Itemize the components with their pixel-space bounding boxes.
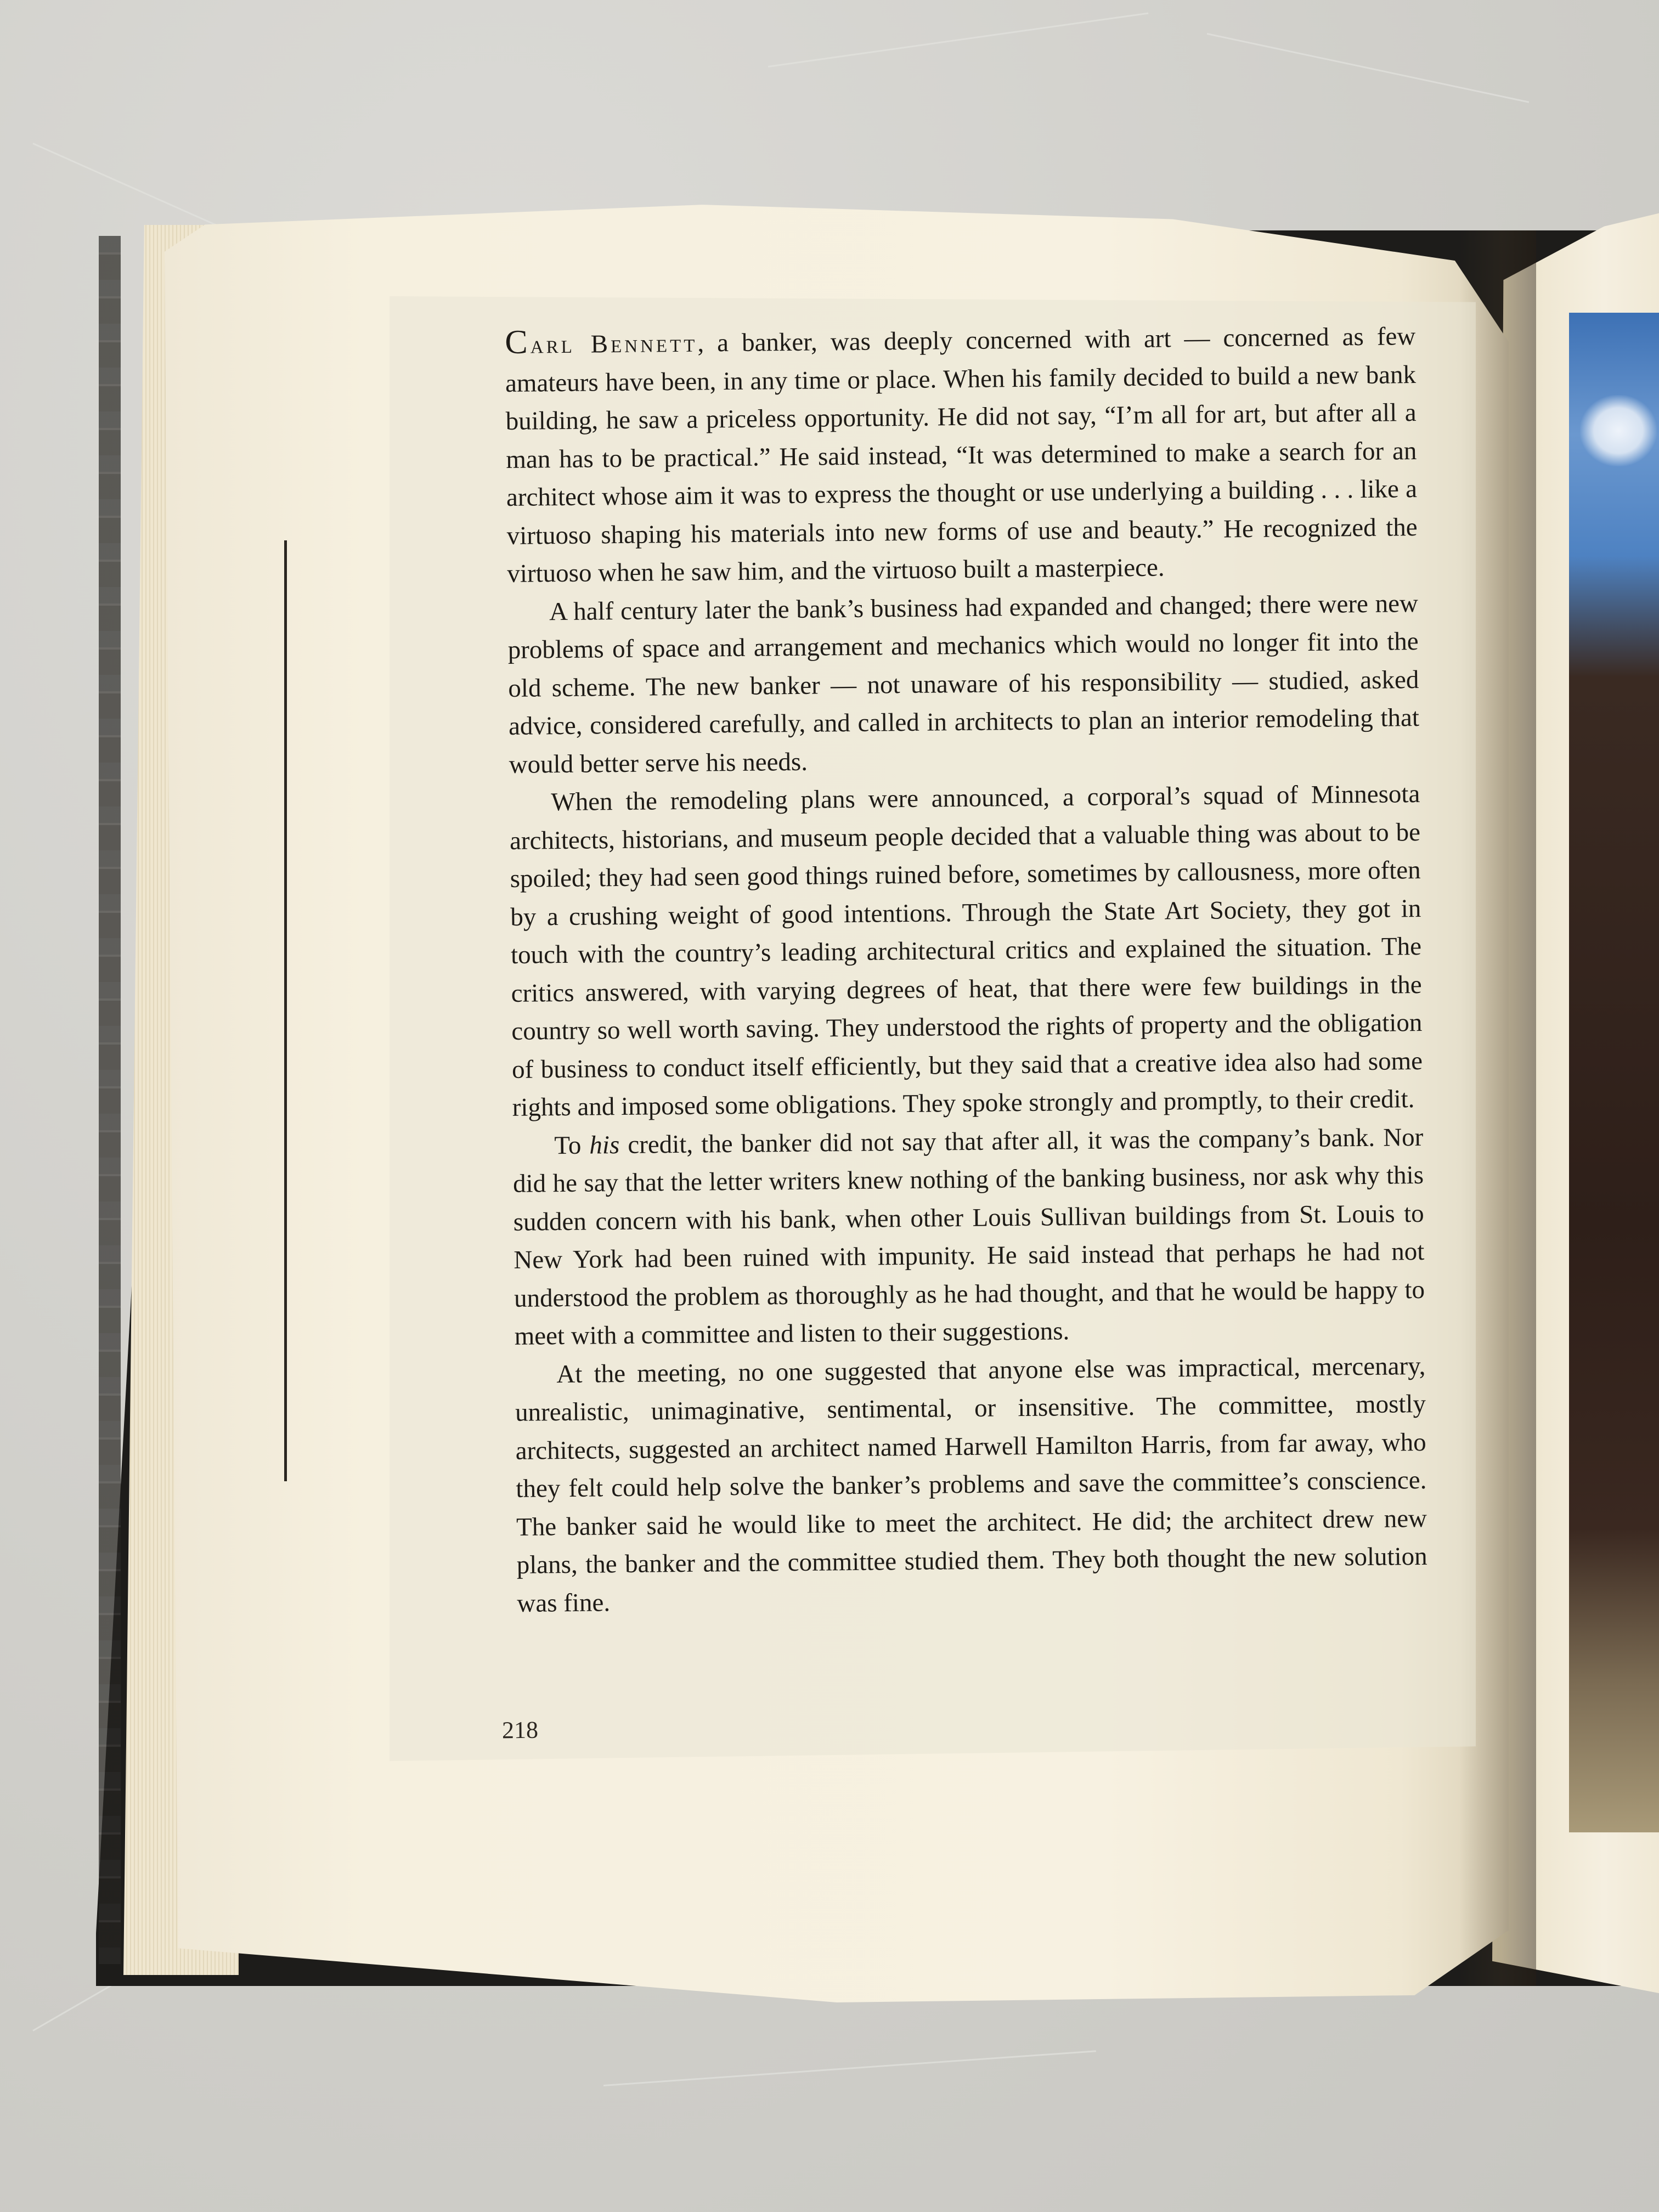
margin-rule — [284, 540, 287, 1481]
lead-name: Carl Bennett — [505, 323, 698, 361]
facing-page-photograph — [1569, 313, 1659, 1832]
paragraph: A half century later the bank’s business had expanded and changed; there were new problems of space and arrangement and mechanics which would no longer fit into the old scheme. The new banker — not unaware of his responsibility — studied, asked advice, considered carefully, and called in architects to plan an interior remodeling that would better serve his needs. — [507, 589, 1420, 779]
emphasis-text: his — [589, 1130, 620, 1160]
photograph-cloud — [1580, 395, 1657, 466]
paragraph: At the meeting, no one suggested that anyone else was impractical, mercenary, unrealistic, unimaginative, sentimental, or insensitive. The committee, mostly architects, suggested an architect named Harwell Hamilton Harris, from far away, who they felt could help solve the banker’s problems and save the committee’s conscience. The banker said he would like to meet the architect. He did; the architect drew new plans, the banker and the committee studied them. They both thought the new solution was fine. — [515, 1351, 1427, 1618]
body-text — [505, 315, 1428, 1623]
paragraph-text: credit, the banker did not say that after all, it was the company’s bank. Nor did he say that the letter writers knew nothing of the banking business, nor ask why this sudden concern with his bank, when other Louis Sullivan buildings from St. Louis to New York had been ruined with impunity. He said instead that perhaps he had not understood the problem as thoroughly as he had thought, and that he would be happy to meet with a committee and listen to their suggestions. — [512, 1122, 1425, 1351]
paragraph: When the remodeling plans were announced, a corporal’s squad of Minnesota architects, historians, and museum people decided that a valuable thing was about to be spoiled; they had seen good things ruined before, sometimes by callousness, more often by a crushing weight of good intentions. Through the State Art Society, they got in touch with the country’s leading architectural critics and explained the situation. The critics answered, with varying degrees of heat, that there were few buildings in the country so well worth saving. They understood the rights of property and the obligation of business to conduct itself efficiently, but they said that a creative idea also had some rights and imposed some obligations. They spoke strongly and promptly, to their credit. — [509, 780, 1423, 1122]
paragraph — [512, 1118, 1425, 1356]
paragraph — [505, 315, 1418, 593]
cover-edge-texture — [99, 236, 121, 1964]
paragraph-text: To — [554, 1131, 590, 1160]
paragraph-text: , a banker, was deeply concerned with art — concerned as few amateurs have been, in any time or place. When his family decided to build a new bank building, he saw a priceless opportunity. He did not say, “I’m all for art, but after all a man has to be practical.” He said instead, “It was determined to make a search for an architect whose aim it was to express the thought or use underlying a building . . . like a virtuoso shaping his materials into new forms of use and beauty.” He recognized the virtuoso when he saw him, and the virtuoso built a masterpiece. — [505, 322, 1418, 588]
page-number: 218 — [501, 1716, 539, 1744]
